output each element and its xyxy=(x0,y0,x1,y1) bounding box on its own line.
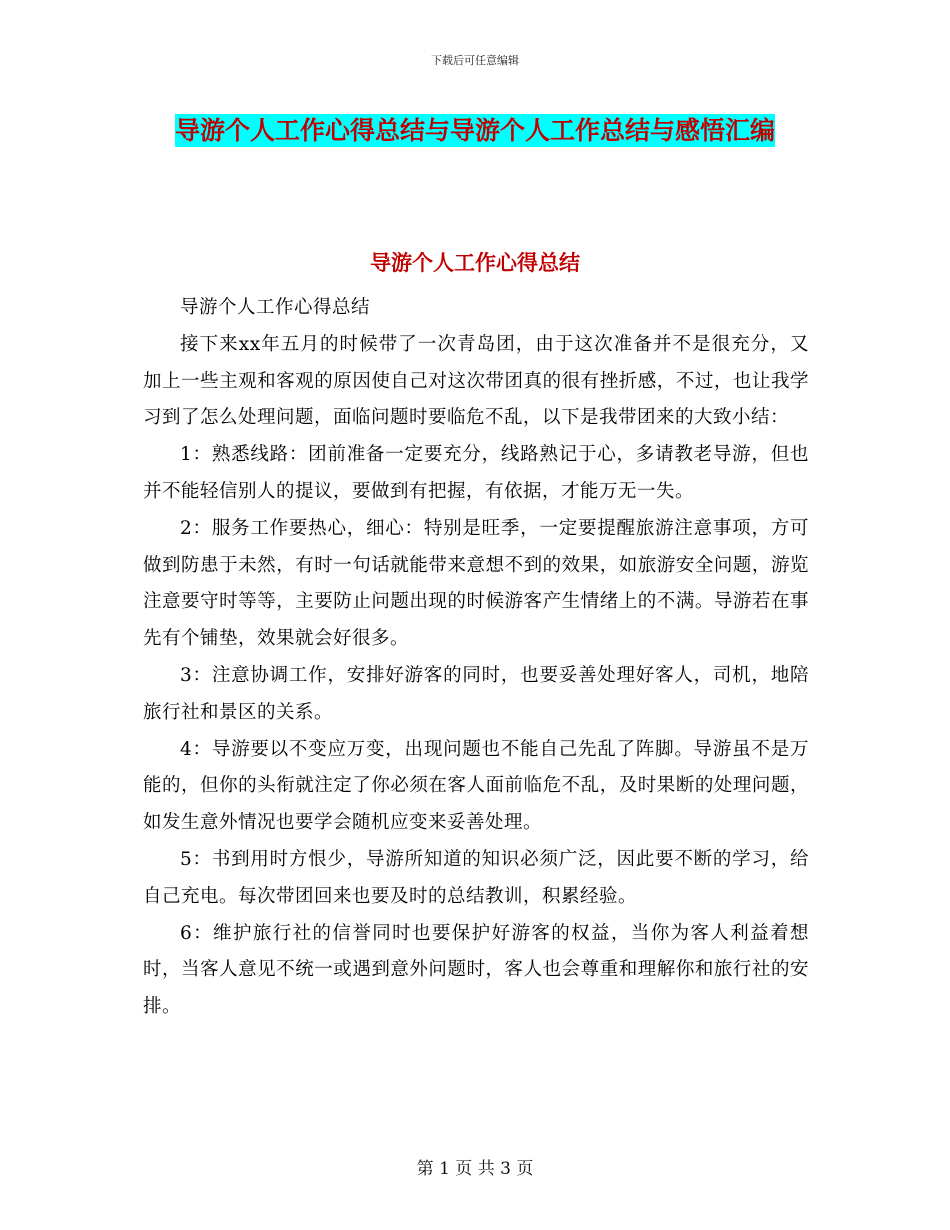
paragraph: 接下来xx年五月的时候带了一次青岛团，由于这次准备并不是很充分，又加上一些主观和客观的原因使自己对这次带团真的很有挫折感，不过，也让我学习到了怎么处理问题，面临问题时要临危不乱，以下是我带团来的大致小结： xyxy=(143,333,809,429)
paragraph: 4：导游要以不变应万变，出现问题也不能自己先乱了阵脚。导游虽不是万能的，但你的头衔就注定了你必须在客人面前临危不乱，及时果断的处理问题，如发生意外情况也要学会随机应变来妥善处理。 xyxy=(143,738,809,834)
section-title: 导游个人工作心得总结 xyxy=(370,251,580,275)
page-footer: 第 1 页 共 3 页 xyxy=(416,1159,534,1179)
document-title xyxy=(140,108,810,153)
paragraph: 2：服务工作要热心，细心：特别是旺季，一定要提醒旅游注意事项，方可做到防患于未然，有时一句话就能带来意想不到的效果，如旅游安全问题，游览注意要守时等等，主要防止问题出现的时候游客产生情绪上的不满。导游若在事先有个铺垫，效果就会好很多。 xyxy=(143,517,809,650)
paragraph: 6：维护旅行社的信誉同时也要保护好游客的权益，当你为客人利益着想时，当客人意见不统一或遇到意外问题时，客人也会尊重和理解你和旅行社的安排。 xyxy=(143,922,809,1018)
document-title-text: 导游个人工作心得总结与导游个人工作总结与感悟汇编 xyxy=(174,116,775,145)
paragraph: 3：注意协调工作，安排好游客的同时，也要妥善处理好客人，司机，地陪旅行社和景区的关系。 xyxy=(143,664,809,723)
paragraph: 导游个人工作心得总结 xyxy=(180,297,371,318)
paragraph: 5：书到用时方恨少，导游所知道的知识必须广泛，因此要不断的学习，给自己充电。每次带团回来也要及时的总结教训，积累经验。 xyxy=(143,848,809,907)
header-note: 下载后可任意编辑 xyxy=(431,54,519,67)
body-text xyxy=(143,290,809,1026)
paragraph: 1：熟悉线路：团前准备一定要充分，线路熟记于心，多请教老导游，但也并不能轻信别人的提议，要做到有把握，有依据，才能万无一失。 xyxy=(143,444,809,502)
